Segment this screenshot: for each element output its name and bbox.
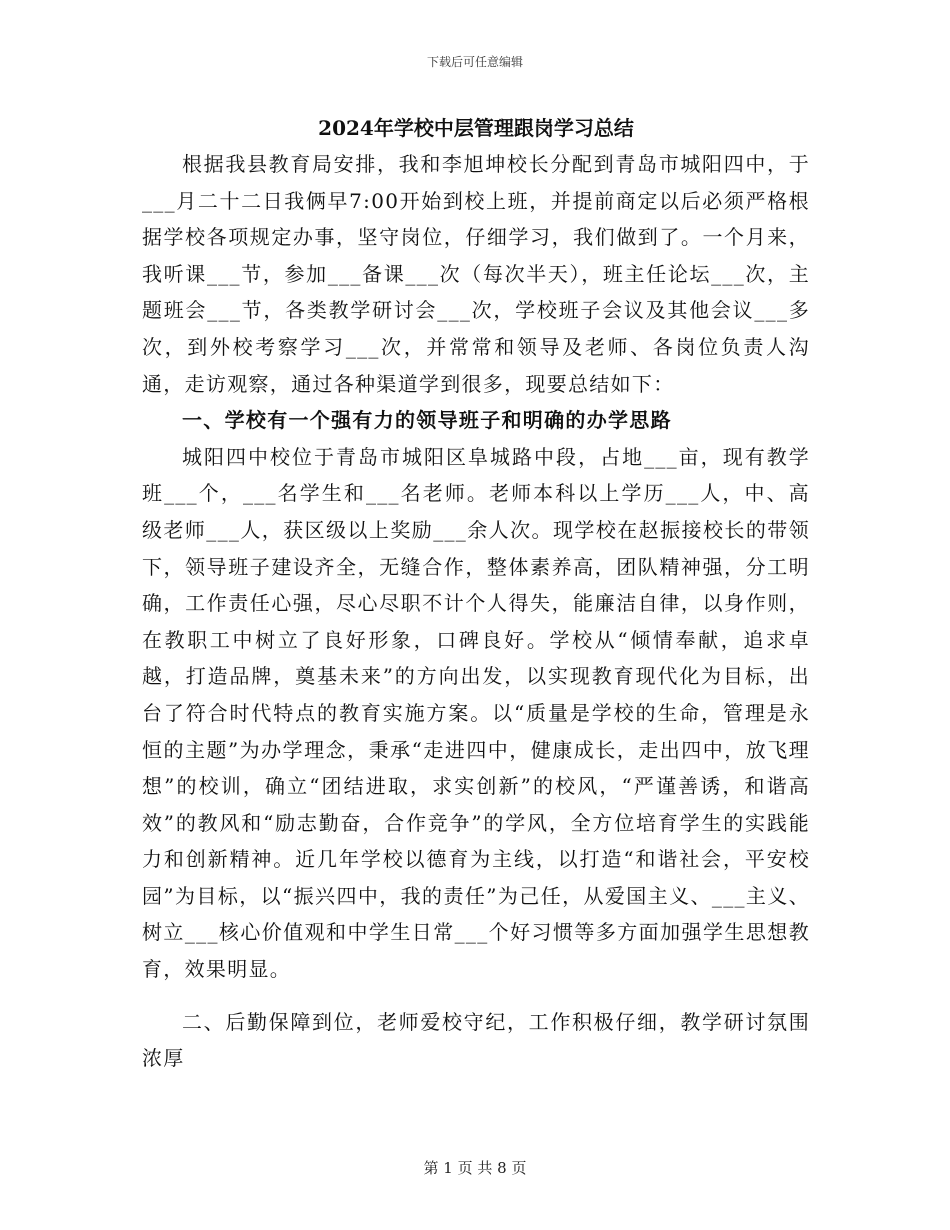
page-indicator: 第 1 页 共 8 页 (423, 1159, 527, 1177)
intro-paragraph: 根据我县教育局安排，我和李旭坤校长分配到青岛市城阳四中，于___月二十二日我俩早7:00开始到校上班，并提前商定以后必须严格根据学校各项规定办事，坚守岗位，仔细学习，我们做到了。一个月来，我听课___节，参加___备课___次（每次半天），班主任论坛___次，主题班会___节，各类教学研讨会___次，学校班子会议及其他会议___多次，到外校考察学习___次，并常常和领导及老师、各岗位负责人沟通，走访观察，通过各种渠道学到很多，现要总结如下： (142, 152, 810, 396)
section-1-paragraph: 城阳四中校位于青岛市城阳区阜城路中段，占地___亩，现有教学班___个，___名学生和___名老师。老师本科以上学历___人，中、高级老师___人，获区级以上奖励___余人次。现学校在赵振接校长的带领下，领导班子建设齐全，无缝合作，整体素养高，团队精神强，分工明确，工作责任心强，尽心尽职不计个人得失，能廉洁自律，以身作则，在教职工中树立了良好形象，口碑良好。学校从“倾情奉献，追求卓越，打造品牌，奠基未来”的方向出发，以实现教育现代化为目标，出台了符合时代特点的教育实施方案。以“质量是学校的生命，管理是永恒的主题”为办学理念，秉承“走进四中，健康成长，走出四中，放飞理想”的校训，确立“团结进取，求实创新”的校风，“严谨善诱，和谐高效”的教风和“励志勤奋，合作竞争”的学风，全方位培育学生的实践能力和创新精神。近几年学校以德育为主线，以打造“和谐社会，平安校园”为目标，以“振兴四中，我的责任”为己任，从爱国主义、___主义、树立___核心价值观和中学生日常___个好习惯等多方面加强学生思想教育，效果明显。 (142, 444, 810, 982)
header-note: 下载后可任意编辑 (426, 55, 523, 69)
section-2-heading: 二、后勤保障到位，老师爱校守纪，工作积极仔细，教学研讨氛围浓厚 (142, 1009, 810, 1071)
section-1-heading: 一、学校有一个强有力的领导班子和明确的办学思路 (182, 408, 672, 433)
document-body (142, 110, 810, 1077)
document-title: 2024年学校中层管理跟岗学习总结 (318, 116, 634, 140)
